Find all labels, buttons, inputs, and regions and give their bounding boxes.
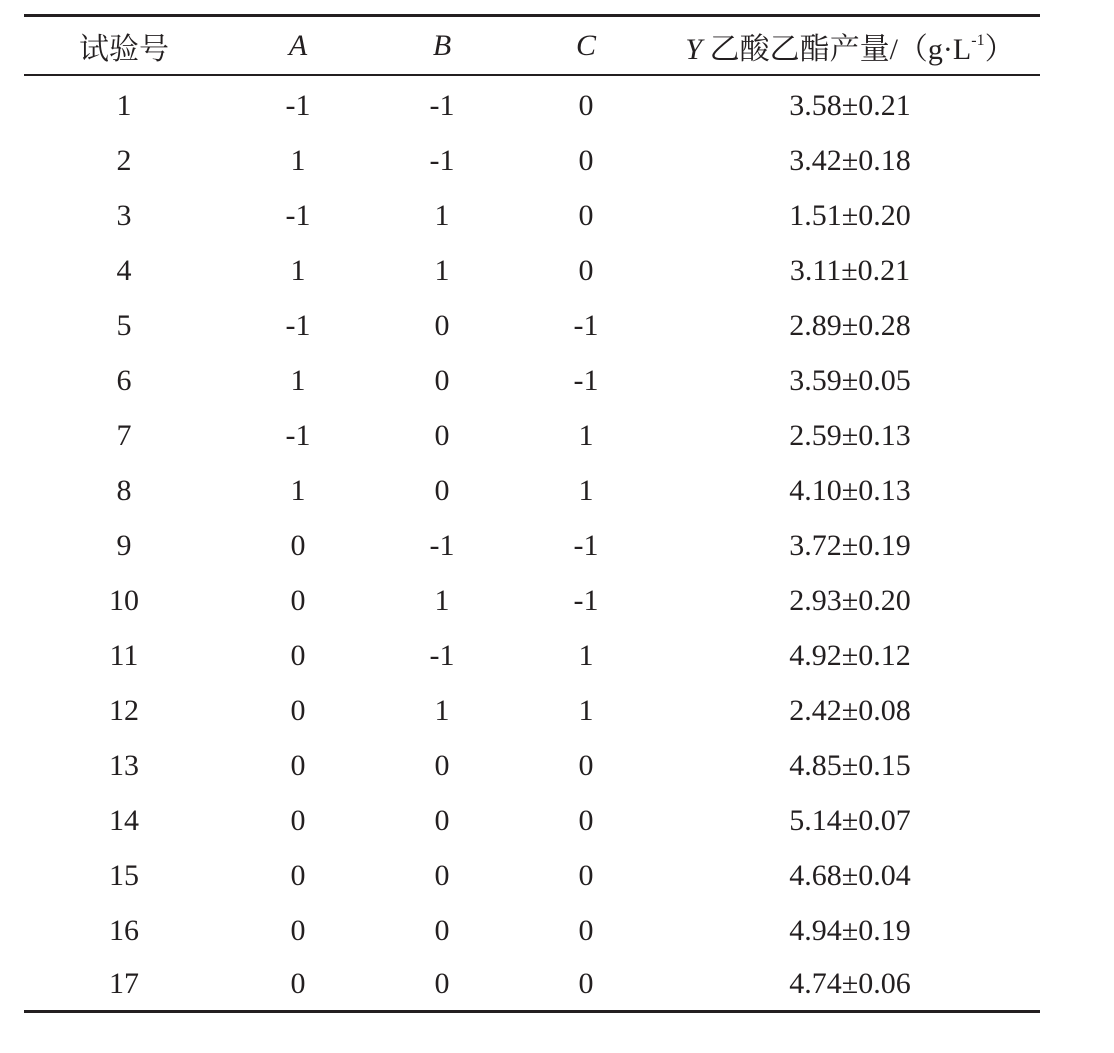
cell-yield: 3.42±0.18 [789, 143, 911, 177]
cell-trial-number: 13 [109, 748, 139, 782]
table-row [24, 628, 1040, 683]
cell-factor-b: 0 [434, 967, 450, 1000]
cell-factor-a: 0 [290, 913, 306, 947]
cell-yield: 5.14±0.07 [789, 803, 911, 837]
cell-factor-c: 0 [578, 858, 594, 892]
cell-factor-c: 0 [578, 748, 594, 782]
table-row [24, 243, 1040, 298]
cell-trial-number: 14 [109, 803, 139, 837]
cell-factor-c: 0 [578, 803, 594, 837]
cell-factor-a: 0 [290, 858, 306, 892]
cell-yield: 2.42±0.08 [789, 693, 911, 727]
cell-factor-c: -1 [573, 308, 599, 342]
cell-trial-number: 15 [109, 858, 139, 892]
cell-factor-c: 0 [578, 253, 594, 287]
cell-trial-number: 4 [116, 253, 132, 287]
cell-trial-number: 12 [109, 693, 139, 727]
cell-trial-number: 7 [116, 418, 132, 452]
table-row [24, 793, 1040, 848]
header-factor-a: A [288, 28, 308, 62]
cell-trial-number: 17 [109, 967, 139, 1000]
cell-yield: 4.68±0.04 [789, 858, 911, 892]
cell-factor-c: 1 [578, 693, 594, 727]
cell-factor-a: 0 [290, 967, 306, 1000]
cell-factor-c: 0 [578, 198, 594, 232]
header-yield-symbol: Y [685, 32, 703, 66]
cell-factor-a: 1 [290, 363, 306, 397]
table-row [24, 958, 1040, 1012]
cell-factor-b: -1 [429, 88, 455, 122]
cell-factor-a: 0 [290, 803, 306, 837]
table-body [24, 75, 1040, 1012]
cell-trial-number: 16 [109, 913, 139, 947]
table-row [24, 738, 1040, 793]
header-trial-number: 试验号 [79, 32, 169, 66]
header-yield-unit-exponent: -1 [971, 31, 985, 49]
cell-factor-a: -1 [285, 88, 311, 122]
cell-trial-number: 11 [109, 638, 139, 672]
cell-factor-c: -1 [573, 528, 599, 562]
cell-trial-number: 10 [109, 583, 139, 617]
cell-yield: 2.93±0.20 [789, 583, 911, 617]
cell-factor-b: 1 [434, 583, 450, 617]
cell-factor-b: 0 [434, 308, 450, 342]
cell-factor-b: 1 [434, 198, 450, 232]
cell-yield: 1.51±0.20 [789, 198, 911, 232]
cell-factor-b: 0 [434, 473, 450, 507]
cell-trial-number: 3 [116, 198, 132, 232]
cell-yield: 3.58±0.21 [789, 88, 911, 122]
cell-yield: 3.72±0.19 [789, 528, 911, 562]
cell-factor-b: -1 [429, 528, 455, 562]
header-yield-label: 乙酸乙酯产量/（g·L [702, 32, 972, 66]
table-row [24, 683, 1040, 738]
table-row [24, 353, 1040, 408]
table-row [24, 75, 1040, 133]
cell-trial-number: 1 [116, 88, 132, 122]
cell-factor-b: 1 [434, 253, 450, 287]
table-row [24, 133, 1040, 188]
cell-factor-c: -1 [573, 363, 599, 397]
cell-factor-a: 0 [290, 748, 306, 782]
table-row [24, 188, 1040, 243]
cell-factor-c: -1 [573, 583, 599, 617]
cell-factor-b: 0 [434, 418, 450, 452]
cell-factor-b: -1 [429, 143, 455, 177]
cell-factor-c: 0 [578, 913, 594, 947]
cell-factor-c: 0 [578, 967, 594, 1000]
cell-factor-c: 1 [578, 638, 594, 672]
cell-factor-a: 1 [290, 473, 306, 507]
header-yield-close-paren: ） [984, 32, 1015, 66]
cell-factor-a: 0 [290, 638, 306, 672]
cell-factor-a: -1 [285, 308, 311, 342]
table-row [24, 298, 1040, 353]
header-factor-b: B [432, 28, 452, 62]
cell-yield: 4.92±0.12 [789, 638, 911, 672]
table-row [24, 848, 1040, 903]
table-row [24, 518, 1040, 573]
cell-factor-b: 0 [434, 363, 450, 397]
cell-factor-a: -1 [285, 418, 311, 452]
cell-factor-c: 0 [578, 143, 594, 177]
cell-factor-a: 0 [290, 693, 306, 727]
cell-factor-b: 0 [434, 803, 450, 837]
header-factor-c: C [575, 28, 596, 62]
cell-yield: 4.94±0.19 [789, 913, 911, 947]
cell-trial-number: 6 [116, 363, 132, 397]
cell-trial-number: 9 [116, 528, 132, 562]
cell-yield: 4.10±0.13 [789, 473, 911, 507]
cell-yield: 4.85±0.15 [789, 748, 911, 782]
cell-factor-a: -1 [285, 198, 311, 232]
cell-factor-b: 1 [434, 693, 450, 727]
cell-trial-number: 8 [116, 473, 132, 507]
cell-factor-c: 1 [578, 473, 594, 507]
header-yield [660, 16, 1040, 76]
cell-factor-a: 0 [290, 528, 306, 562]
cell-factor-a: 0 [290, 583, 306, 617]
table-header [24, 16, 1040, 76]
cell-yield: 3.11±0.21 [789, 253, 911, 287]
cell-factor-c: 1 [578, 418, 594, 452]
cell-yield: 4.74±0.06 [789, 967, 911, 1000]
cell-trial-number: 2 [116, 143, 132, 177]
cell-yield: 2.59±0.13 [789, 418, 911, 452]
table-row [24, 903, 1040, 958]
cell-factor-a: 1 [290, 253, 306, 287]
cell-factor-a: 1 [290, 143, 306, 177]
cell-yield: 2.89±0.28 [789, 308, 911, 342]
cell-yield: 3.59±0.05 [789, 363, 911, 397]
cell-factor-c: 0 [578, 88, 594, 122]
experiment-design-table [24, 14, 1040, 1013]
cell-factor-b: 0 [434, 913, 450, 947]
cell-factor-b: 0 [434, 748, 450, 782]
cell-factor-b: 0 [434, 858, 450, 892]
table-row [24, 408, 1040, 463]
cell-trial-number: 5 [116, 308, 132, 342]
cell-factor-b: -1 [429, 638, 455, 672]
data-table-container [24, 14, 1040, 1013]
table-row [24, 463, 1040, 518]
table-row [24, 573, 1040, 628]
header-row [24, 16, 1040, 76]
